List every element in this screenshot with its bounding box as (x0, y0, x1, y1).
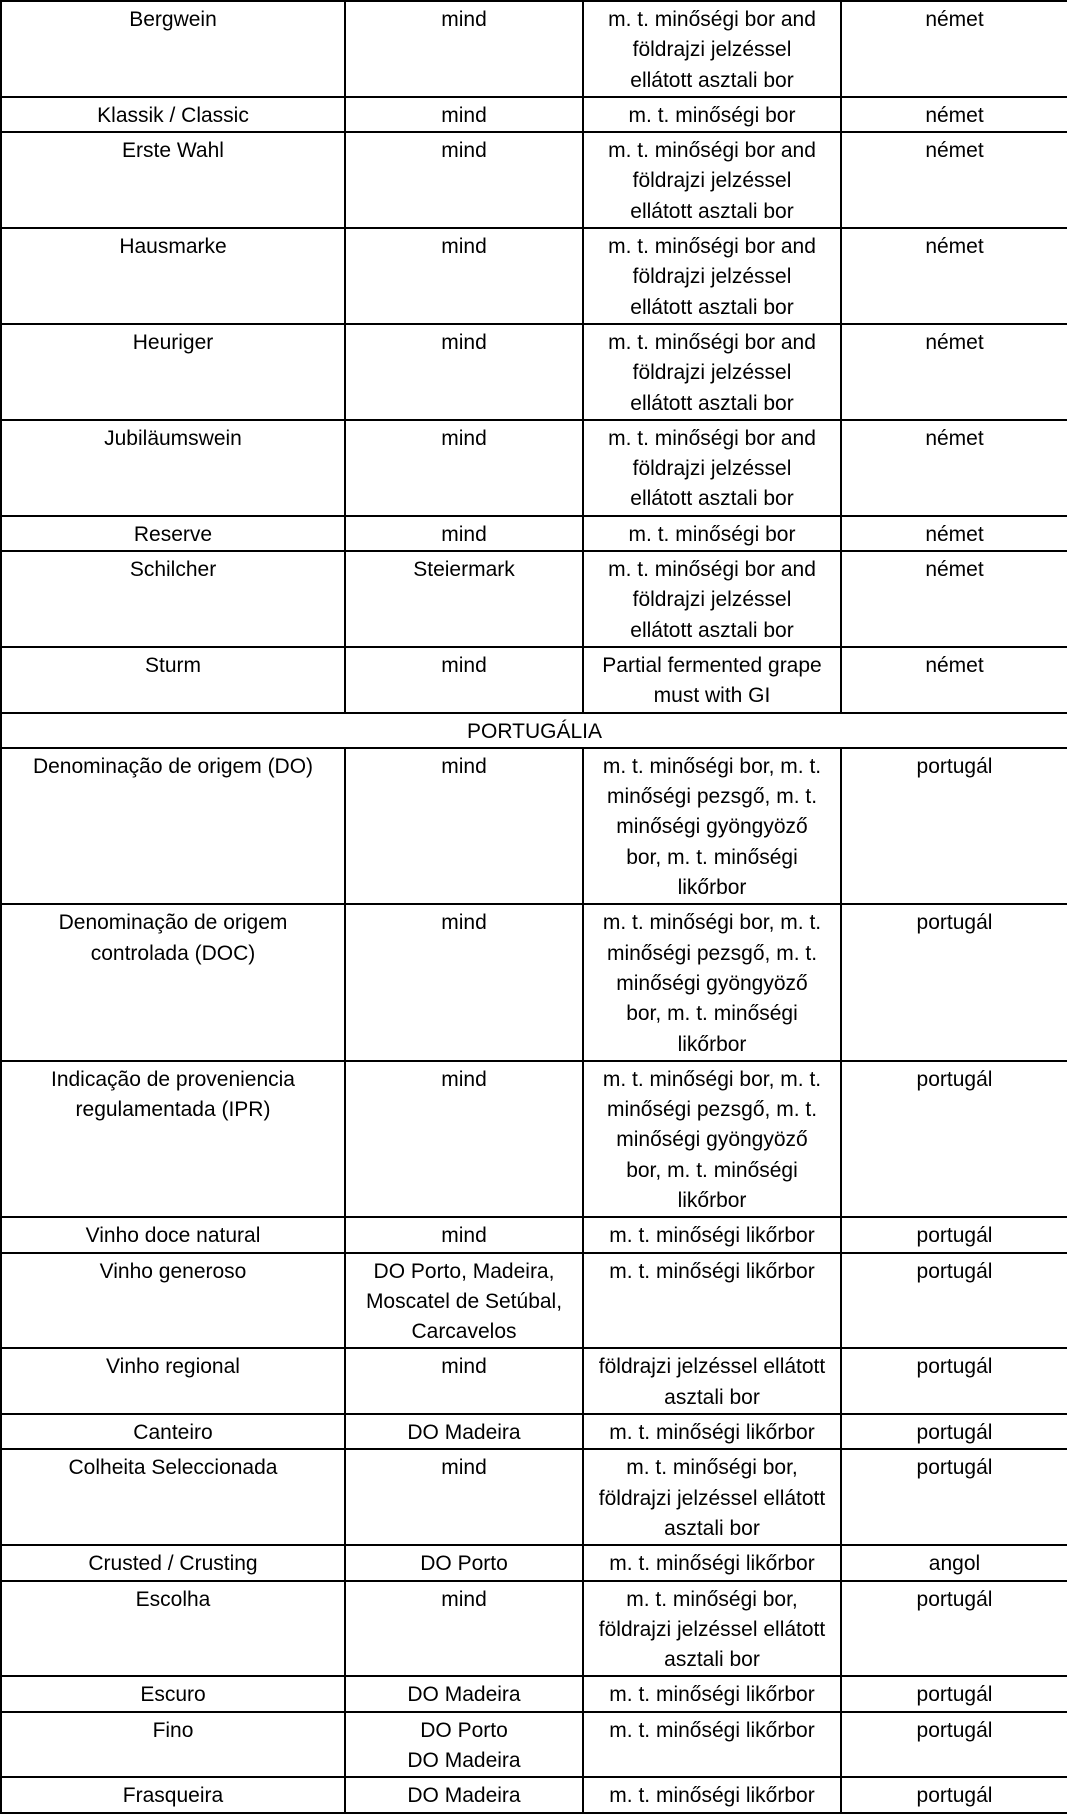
term-text: Escuro (140, 1683, 206, 1707)
region-text: DO Porto (420, 1552, 508, 1576)
category-text: likőrbor (677, 1032, 747, 1056)
table-row (1, 324, 1067, 420)
table-row (1, 748, 1067, 904)
language-cell (841, 97, 1067, 132)
region-text: mind (441, 8, 487, 31)
category-text: m. t. minőségi bor, m. t. (602, 911, 822, 935)
category-text: asztali bor (664, 1648, 760, 1672)
category-text: asztali bor (664, 1385, 760, 1409)
category-cell (583, 1545, 841, 1580)
term-text: Hausmarke (119, 235, 227, 259)
category-text: minőségi pezsgő, m. t. (606, 1098, 818, 1122)
language-cell (841, 1414, 1067, 1449)
term-cell (1, 1777, 345, 1812)
table-row (1, 1253, 1067, 1349)
region-cell (345, 1545, 583, 1580)
table-row (1, 1061, 1067, 1217)
region-text: mind (441, 1456, 487, 1480)
region-text: mind (441, 1067, 487, 1091)
category-text: bor, m. t. minőségi (626, 1158, 798, 1182)
category-text: földrajzi jelzéssel (632, 588, 792, 612)
region-cell (345, 1414, 583, 1449)
term-text: Vinho generoso (99, 1259, 247, 1283)
table-row (1, 1545, 1067, 1580)
language-text: portugál (916, 754, 993, 778)
category-text: m. t. minőségi bor and (608, 139, 816, 163)
language-cell (841, 420, 1067, 516)
term-text: Klassik / Classic (97, 103, 249, 127)
term-cell (1, 1061, 345, 1217)
category-cell (583, 1348, 841, 1414)
language-cell (841, 1777, 1067, 1812)
language-text: német (925, 330, 984, 354)
language-cell (841, 904, 1067, 1060)
category-cell (583, 97, 841, 132)
region-text: mind (441, 139, 487, 163)
language-text: német (925, 235, 984, 259)
category-text: m. t. minőségi bor (628, 522, 796, 546)
language-cell (841, 1348, 1067, 1414)
category-cell (583, 516, 841, 551)
language-text: német (925, 653, 984, 677)
table-row (1, 1, 1067, 97)
language-cell (841, 1545, 1067, 1580)
term-text: Erste Wahl (122, 139, 224, 163)
term-text: Canteiro (133, 1421, 213, 1445)
region-cell (345, 1253, 583, 1349)
term-cell (1, 551, 345, 647)
category-cell (583, 1253, 841, 1349)
region-cell (345, 1777, 583, 1812)
language-cell (841, 1581, 1067, 1677)
region-text: mind (441, 426, 487, 450)
term-cell (1, 1449, 345, 1545)
category-cell (583, 748, 841, 904)
term-cell (1, 1, 345, 97)
region-cell (345, 1449, 583, 1545)
language-cell (841, 1253, 1067, 1349)
category-text: m. t. minőségi likőrbor (609, 1224, 815, 1248)
table-row (1, 1217, 1067, 1252)
language-cell (841, 228, 1067, 324)
category-text: m. t. minőségi bor and (608, 426, 816, 450)
table-row (1, 1414, 1067, 1449)
region-text: DO Madeira (407, 1749, 521, 1773)
language-cell (841, 551, 1067, 647)
region-text: mind (441, 1587, 487, 1611)
language-text: német (925, 103, 984, 127)
language-text: portugál (916, 1587, 993, 1611)
category-text: bor, m. t. minőségi (626, 1002, 798, 1026)
term-cell (1, 1414, 345, 1449)
region-text: mind (441, 235, 487, 259)
term-text: Indicação de proveniencia (50, 1067, 295, 1091)
term-cell (1, 1676, 345, 1711)
term-cell (1, 132, 345, 228)
table-row (1, 904, 1067, 1060)
language-text: portugál (916, 1259, 993, 1283)
language-text: angol (928, 1552, 981, 1576)
language-cell (841, 516, 1067, 551)
term-cell (1, 1581, 345, 1677)
region-cell (345, 1581, 583, 1677)
term-text: Sturm (144, 653, 201, 677)
category-text: m. t. minőségi likőrbor (609, 1421, 815, 1445)
region-cell (345, 1676, 583, 1711)
term-text: Bergwein (129, 8, 217, 31)
category-text: m. t. minőségi likőrbor (609, 1259, 815, 1283)
term-text: Crusted / Crusting (88, 1552, 258, 1576)
language-text: német (925, 8, 984, 31)
category-text: minőségi gyöngyöző (616, 971, 808, 995)
category-text: ellátott asztali bor (630, 618, 794, 642)
category-text: m. t. minőségi likőrbor (609, 1718, 815, 1742)
term-cell (1, 748, 345, 904)
language-cell (841, 1061, 1067, 1217)
region-text: Carcavelos (411, 1320, 517, 1344)
category-cell (583, 904, 841, 1060)
category-text: Partial fermented grape (602, 653, 822, 677)
region-cell (345, 516, 583, 551)
region-cell (345, 420, 583, 516)
region-text: DO Porto (420, 1718, 508, 1742)
term-text: Fino (152, 1718, 194, 1742)
language-text: portugál (916, 1355, 993, 1379)
term-cell (1, 1712, 345, 1778)
table-row (1, 647, 1067, 713)
table-row (1, 1449, 1067, 1545)
category-text: minőségi gyöngyöző (616, 1128, 808, 1152)
term-text: controlada (DOC) (90, 941, 256, 965)
category-text: ellátott asztali bor (630, 295, 794, 319)
category-text: m. t. minőségi bor (628, 103, 796, 127)
language-cell (841, 324, 1067, 420)
category-text: m. t. minőségi likőrbor (609, 1683, 815, 1707)
language-text: portugál (916, 1784, 993, 1808)
term-text: Frasqueira (122, 1784, 224, 1808)
term-text: Schilcher (129, 558, 217, 582)
category-text: m. t. minőségi bor, (626, 1456, 798, 1480)
region-cell (345, 1, 583, 97)
category-text: ellátott asztali bor (630, 487, 794, 511)
region-cell (345, 748, 583, 904)
category-text: m. t. minőségi bor, m. t. (602, 1067, 822, 1091)
category-cell (583, 1449, 841, 1545)
category-text: m. t. minőségi bor and (608, 330, 816, 354)
term-text: Colheita Seleccionada (68, 1456, 278, 1480)
category-cell (583, 228, 841, 324)
language-cell (841, 1, 1067, 97)
region-cell (345, 1061, 583, 1217)
category-cell (583, 324, 841, 420)
table-row (1, 1676, 1067, 1711)
language-text: portugál (916, 1067, 993, 1091)
table-row (1, 1581, 1067, 1677)
term-cell (1, 228, 345, 324)
category-text: m. t. minőségi likőrbor (609, 1784, 815, 1808)
language-text: portugál (916, 1718, 993, 1742)
region-cell (345, 324, 583, 420)
language-cell (841, 1712, 1067, 1778)
category-text: földrajzi jelzéssel (632, 457, 792, 481)
category-text: földrajzi jelzéssel ellátott (598, 1617, 826, 1641)
category-cell (583, 1712, 841, 1778)
table-row (1, 1712, 1067, 1778)
category-text: m. t. minőségi bor and (608, 235, 816, 259)
category-text: asztali bor (664, 1516, 760, 1540)
language-cell (841, 1449, 1067, 1545)
category-text: ellátott asztali bor (630, 68, 794, 92)
term-cell (1, 647, 345, 713)
region-text: DO Madeira (407, 1683, 521, 1707)
region-cell (345, 1712, 583, 1778)
category-text: minőségi pezsgő, m. t. (606, 941, 818, 965)
category-text: földrajzi jelzéssel (632, 265, 792, 289)
category-text: ellátott asztali bor (630, 391, 794, 415)
term-text: Vinho doce natural (85, 1224, 261, 1248)
term-text: Reserve (133, 522, 213, 546)
term-text: Escolha (135, 1587, 211, 1611)
term-cell (1, 904, 345, 1060)
table-row (1, 1348, 1067, 1414)
term-text: Denominação de origem (58, 911, 288, 935)
region-text: Moscatel de Setúbal, (365, 1289, 563, 1313)
category-text: földrajzi jelzéssel (632, 38, 792, 62)
region-text: mind (441, 330, 487, 354)
language-text: német (925, 139, 984, 163)
region-cell (345, 228, 583, 324)
section-title: PORTUGÁLIA (1, 713, 1067, 748)
language-text: portugál (916, 1683, 993, 1707)
category-cell (583, 1414, 841, 1449)
category-cell (583, 1, 841, 97)
region-text: DO Madeira (407, 1784, 521, 1808)
language-text: német (925, 558, 984, 582)
category-cell (583, 647, 841, 713)
category-text: m. t. minőségi bor, (626, 1587, 798, 1611)
category-text: minőségi gyöngyöző (616, 815, 808, 839)
category-cell (583, 551, 841, 647)
category-text: földrajzi jelzéssel ellátott (598, 1486, 826, 1510)
region-text: mind (441, 103, 487, 127)
region-cell (345, 1348, 583, 1414)
region-text: mind (441, 653, 487, 677)
term-cell (1, 420, 345, 516)
category-text: bor, m. t. minőségi (626, 845, 798, 869)
language-cell (841, 132, 1067, 228)
table-body (1, 1, 1067, 1813)
region-cell (345, 132, 583, 228)
table-row (1, 228, 1067, 324)
term-text: Heuriger (132, 330, 214, 354)
category-text: minőségi pezsgő, m. t. (606, 785, 818, 809)
language-text: portugál (916, 1421, 993, 1445)
table-row (1, 132, 1067, 228)
category-text: földrajzi jelzéssel ellátott (598, 1355, 826, 1379)
category-text: ellátott asztali bor (630, 199, 794, 223)
category-text: m. t. minőségi likőrbor (609, 1552, 815, 1576)
term-cell (1, 1253, 345, 1349)
term-cell (1, 516, 345, 551)
region-text: mind (441, 1355, 487, 1379)
category-cell (583, 1777, 841, 1812)
category-cell (583, 1217, 841, 1252)
category-text: likőrbor (677, 1188, 747, 1212)
table-row (1, 551, 1067, 647)
region-cell (345, 647, 583, 713)
table-row (1, 420, 1067, 516)
region-text: DO Porto, Madeira, (373, 1259, 555, 1283)
language-text: német (925, 522, 984, 546)
term-text: Jubiläumswein (104, 426, 242, 450)
table-row (1, 97, 1067, 132)
category-text: földrajzi jelzéssel (632, 361, 792, 385)
region-cell (345, 904, 583, 1060)
term-cell (1, 1217, 345, 1252)
category-text: likőrbor (677, 876, 747, 900)
region-text: mind (441, 1224, 487, 1248)
region-cell (345, 97, 583, 132)
language-cell (841, 647, 1067, 713)
category-text: m. t. minőségi bor and (608, 558, 816, 582)
category-cell (583, 1676, 841, 1711)
language-cell (841, 748, 1067, 904)
category-cell (583, 1061, 841, 1217)
region-text: Steiermark (413, 558, 515, 582)
term-text: Vinho regional (106, 1355, 240, 1379)
language-text: portugál (916, 1224, 993, 1248)
language-text: portugál (916, 1456, 993, 1480)
language-text: német (925, 426, 984, 450)
language-cell (841, 1217, 1067, 1252)
category-text: földrajzi jelzéssel (632, 169, 792, 193)
term-cell (1, 1348, 345, 1414)
region-text: mind (441, 522, 487, 546)
term-text: Denominação de origem (DO) (32, 754, 314, 778)
category-cell (583, 132, 841, 228)
region-text: mind (441, 911, 487, 935)
term-text: regulamentada (IPR) (75, 1098, 271, 1122)
section-header-row (1, 713, 1067, 748)
category-text: m. t. minőségi bor and (608, 8, 816, 31)
category-cell (583, 1581, 841, 1677)
category-text: m. t. minőségi bor, m. t. (602, 754, 822, 778)
category-cell (583, 420, 841, 516)
term-cell (1, 324, 345, 420)
region-text: mind (441, 754, 487, 778)
region-cell (345, 1217, 583, 1252)
language-cell (841, 1676, 1067, 1711)
term-cell (1, 97, 345, 132)
region-cell (345, 551, 583, 647)
region-text: DO Madeira (407, 1421, 521, 1445)
table-row (1, 516, 1067, 551)
term-cell (1, 1545, 345, 1580)
language-text: portugál (916, 911, 993, 935)
table-row (1, 1777, 1067, 1812)
category-text: must with GI (653, 684, 771, 708)
